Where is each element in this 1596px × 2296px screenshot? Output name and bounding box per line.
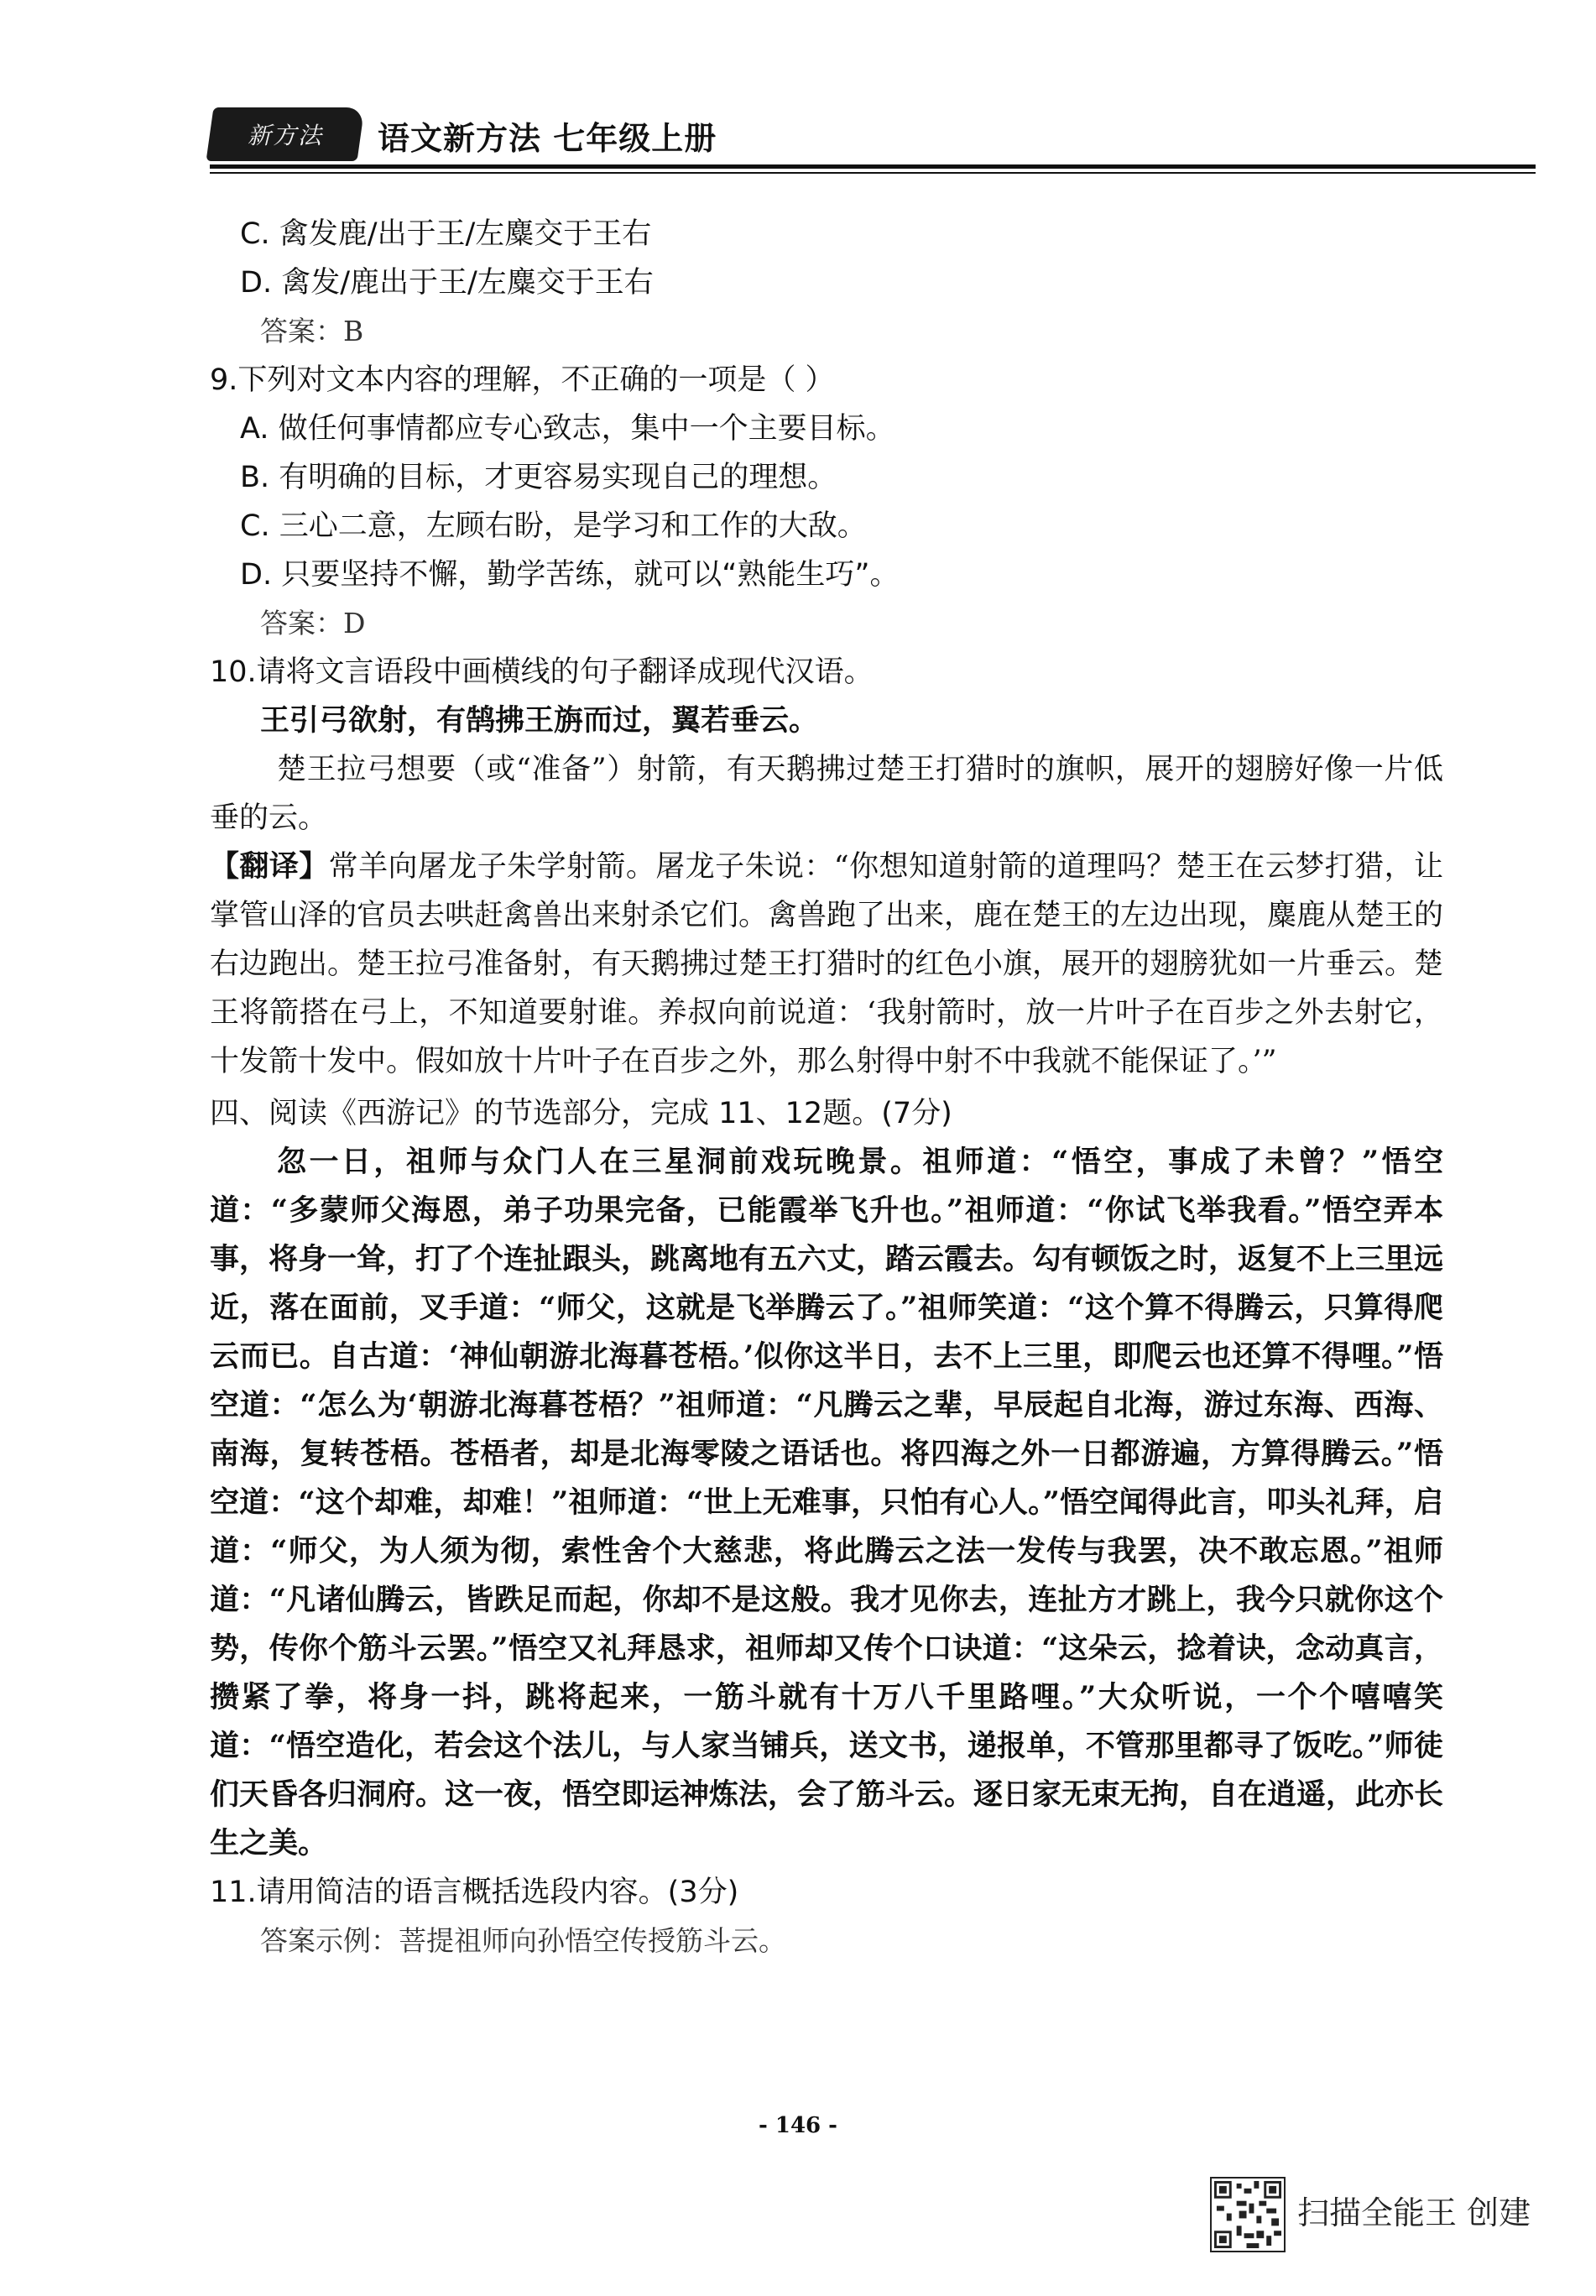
header-rule-thick (210, 164, 1536, 169)
q8-option-c: C. 禽发鹿/出于王/左麋交于王右 (240, 217, 652, 251)
scanner-brand-label: 扫描全能王 创建 (1297, 2194, 1531, 2231)
q10-stem: 10.请将文言语段中画横线的句子翻译成现代汉语。 (210, 655, 874, 689)
section4-heading: 四、阅读《西游记》的节选部分，完成 11、12题。(7分) (210, 1097, 952, 1130)
q8-answer: 答案：B (260, 315, 364, 347)
q10-answer: 楚王拉弓想要（或“准备”）射箭，有天鹅拂过楚王打猎时的旗帜，展开的翅膀好像一片低垂的云。 (210, 753, 1443, 835)
q9-option-d: D. 只要坚持不懈，勤学苦练，就可以“熟能生巧”。 (240, 558, 900, 592)
q10-sentence: 王引弓欲射，有鹄拂王旃而过，翼若垂云。 (260, 703, 819, 738)
translation-block (210, 843, 1443, 1086)
q11-answer: 答案示例：菩提祖师向孙悟空传授筋斗云。 (260, 1924, 786, 1957)
q8-option-d: D. 禽发/鹿出于王/左麋交于王右 (240, 266, 654, 300)
translation-text: 常羊向屠龙子朱学射箭。屠龙子朱说：“你想知道射箭的道理吗？楚王在云梦打猎，让掌管山泽的官员去哄赶禽兽出来射杀它们。禽兽跑了出来，鹿在楚王的左边出现，麋鹿从楚王的右边跑出。楚王拉弓准备射，有天鹅拂过楚王打猎时的红色小旗，展开的翅膀犹如一片垂云。楚王将箭搭在弓上，不知道要射谁。养叔向前说道：‘我射箭时，放一片叶子在百步之外去射它，十发箭十发中。假如放十片叶子在百步之外，那么射得中射不中我就不能保证了。’” (210, 850, 1444, 1078)
q9-option-a: A. 做任何事情都应专心致志，集中一个主要目标。 (240, 412, 895, 446)
xiyouji-passage: 忽一日，祖师与众门人在三星洞前戏玩晚景。祖师道：“悟空，事成了未曾？”悟空道：“多蒙师父海恩，弟子功果完备，已能霞举飞升也。”祖师道：“你试飞举我看。”悟空弄本事，将身一耸，打了个连扯跟头，跳离地有五六丈，踏云霞去。勾有顿饭之时，返复不上三里远近，落在面前，叉手道：“师父，这就是飞举腾云了。”祖师笑道：“这个算不得腾云，只算得爬云而已。自古道：‘神仙朝游北海暮苍梧。’似你这半日，去不上三里，即爬云也还算不得哩。”悟空道：“怎么为‘朝游北海暮苍梧？”祖师道：“凡腾云之辈，早辰起自北海，游过东海、西海、南海，复转苍梧。苍梧者，却是北海零陵之语话也。将四海之外一日都游遍，方算得腾云。”悟空道：“这个却难，却难！”祖师道：“世上无难事，只怕有心人。”悟空闻得此言，叩头礼拜，启道：“师父，为人须为彻，索性舍个大慈悲，将此腾云之法一发传与我罢，决不敢忘恩。”祖师道：“凡诸仙腾云，皆跌足而起，你却不是这般。我才见你去，连扯方才跳上，我今只就你这个势，传你个筋斗云罢。”悟空又礼拜恳求，祖师却又传个口诀道：“这朵云，捻着诀，念动真言，攒紧了拳，将身一抖，跳将起来，一筋斗就有十万八千里路哩。”大众听说，一个个嘻嘻笑道：“悟空造化，若会这个法儿，与人家当铺兵，送文书，递报单，不管那里都寻了饭吃。”师徒们天昏各归洞府。这一夜，悟空即运神炼法，会了筋斗云。逐日家无束无拘，自在逍遥，此亦长生之美。 (210, 1145, 1444, 1860)
q9-option-b: B. 有明确的目标，才更容易实现自己的理想。 (240, 461, 837, 494)
header-rule-thin (210, 172, 1536, 174)
q9-option-c: C. 三心二意，左顾右盼，是学习和工作的大敌。 (240, 509, 867, 543)
qr-code-icon (1210, 2177, 1286, 2252)
book-title: 语文新方法 七年级上册 (378, 120, 717, 157)
page-header (210, 107, 1536, 161)
page-content (210, 210, 1443, 1965)
page-number: - 146 - (759, 2113, 837, 2138)
q9-answer: 答案：D (260, 607, 366, 639)
series-logo (206, 107, 365, 161)
translation-label: 【翻译】 (210, 849, 329, 884)
q9-stem: 9.下列对文本内容的理解，不正确的一项是（ ） (210, 363, 835, 397)
logo-text: 新方法 (247, 122, 323, 149)
q11-stem: 11.请用简洁的语言概括选段内容。(3分) (210, 1876, 739, 1909)
